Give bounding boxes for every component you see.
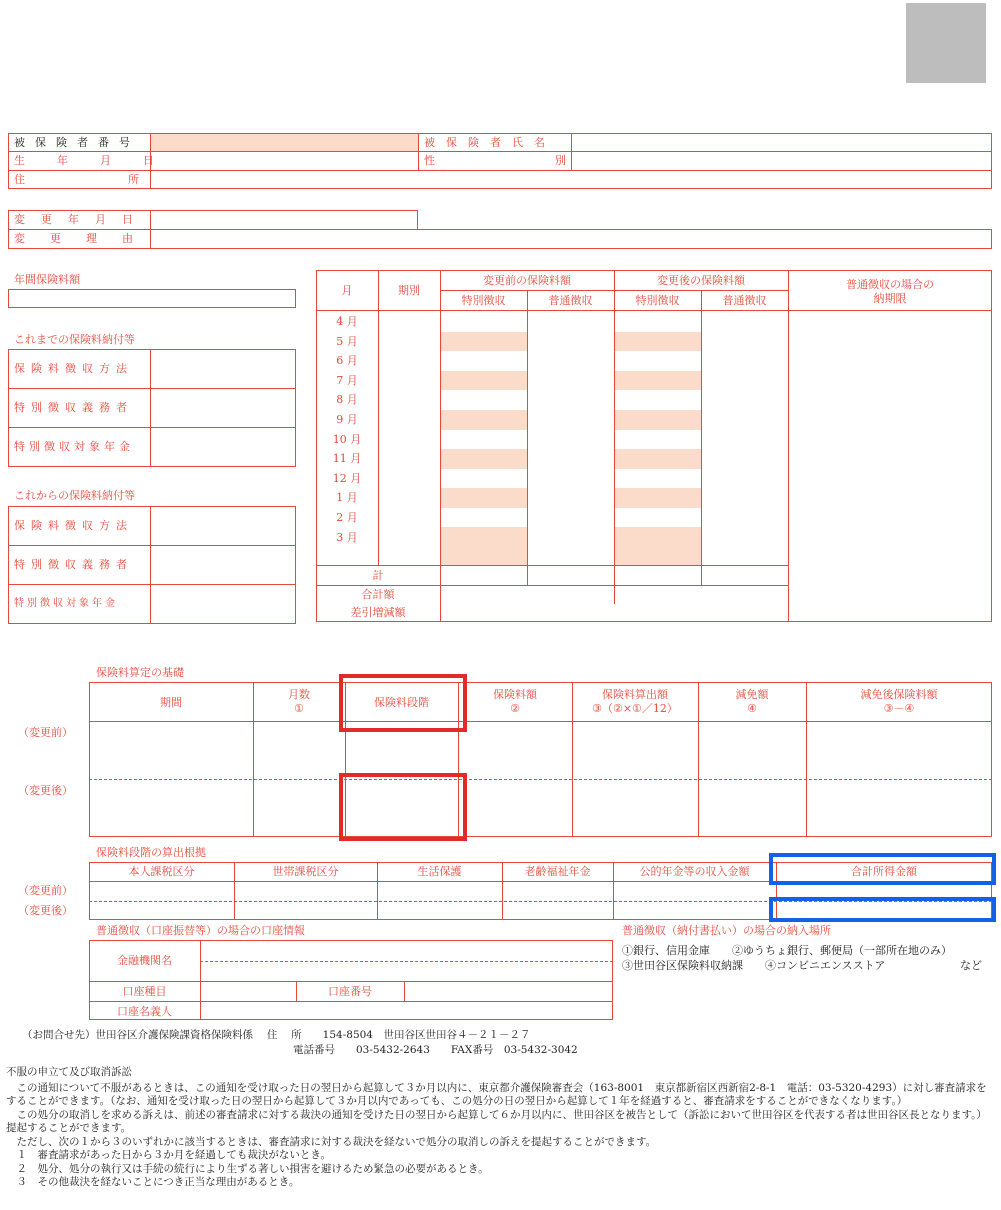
basis-col-subheader: ③－④ — [883, 702, 915, 715]
notice-paragraph-3: ただし、次の１から３のいずれかに該当するときは、審査請求に対する裁決を経ないで処分の取消しの訴えを提起することができます。 — [6, 1135, 657, 1148]
total-label: 計 — [372, 569, 384, 582]
account-number-label: 口座番号 — [328, 985, 372, 998]
payment-place-line1: ①銀行、信用金庫 ②ゆうちょ銀行、郵便局（一部所在地のみ） — [622, 944, 952, 957]
highlight-stage-after — [339, 773, 467, 841]
notice-item-3: ３ その他裁決を経ないことにつき正当な理由があるとき。 — [6, 1176, 300, 1188]
basis-col-subheader: ② — [510, 702, 520, 715]
basis-col-subheader: ③（②×①／12） — [592, 702, 678, 715]
basis-col-header: 減免後保険料額 — [860, 688, 938, 701]
notice-item-1: １ 審査請求があった日から３か月を経過しても裁決がないとき。 — [6, 1149, 331, 1161]
month-label: 9 月 — [336, 413, 358, 426]
stage-basis-title: 保険料段階の算出根拠 — [96, 846, 206, 859]
after-normal-header: 普通徴収 — [722, 294, 767, 307]
past-payment-title: これまでの保険料納付等 — [14, 333, 135, 346]
basis-col-header: 減免額 — [735, 688, 769, 701]
account-title: 普通徴収（口座振替等）の場合の口座情報 — [96, 924, 305, 937]
payment-place-line2: ③世田谷区保険料収納課 ④コンビニエンスストア — [622, 959, 886, 972]
basis-col-header: 保険料段階 — [374, 696, 429, 709]
stage-col-header: 生活保護 — [417, 865, 462, 878]
month-label: 5 月 — [336, 334, 358, 348]
sex-label: 性別 — [424, 154, 686, 167]
basis-col-subheader: ④ — [747, 702, 757, 715]
future-pension-label: 特別徴収対象年金 — [14, 598, 118, 609]
before-normal-header: 普通徴収 — [548, 294, 593, 307]
month-label: 2 月 — [336, 511, 358, 524]
basis-col-header: 保険料算出額 — [602, 688, 668, 701]
basis-col-header: 期間 — [160, 696, 182, 709]
future-method-label: 保険料徴収方法 — [14, 519, 133, 532]
month-label: 6 月 — [336, 354, 358, 368]
after-special-header: 特別徴収 — [635, 294, 680, 307]
difference-label: 差引増減額 — [350, 606, 406, 619]
change-reason-label: 変更理由 — [14, 232, 158, 245]
stage-before-label: （変更前） — [18, 884, 73, 897]
highlight-stage-header — [339, 674, 467, 732]
basis-title: 保険料算定の基礎 — [96, 666, 184, 679]
month-label: 4 月 — [336, 315, 358, 328]
insured-name-label: 被保険者氏名 — [424, 136, 556, 149]
appeal-notice — [6, 1066, 996, 1190]
insured-number-label: 被保険者番号 — [14, 136, 140, 149]
before-special-header: 特別徴収 — [461, 294, 506, 307]
payment-place-title: 普通徴収（納付書払い）の場合の納入場所 — [622, 924, 831, 937]
address-label: 住所 — [14, 173, 242, 186]
basis-after-label: （変更後） — [18, 784, 73, 797]
stage-col-header: 老齢福祉年金 — [524, 865, 591, 878]
month-label: 10 月 — [332, 432, 362, 446]
stage-col-header: 世帯課税区分 — [272, 865, 339, 878]
due-date-header-2: 納期限 — [873, 292, 907, 305]
month-label: 8 月 — [336, 393, 358, 407]
stage-col-header: 合計所得金額 — [851, 865, 917, 878]
month-label: 3 月 — [336, 530, 358, 544]
past-pension-label: 特別徴収対象年金 — [14, 440, 134, 453]
month-label: 11 月 — [332, 452, 362, 466]
month-label: 7 月 — [336, 373, 358, 387]
stage-after-label: （変更後） — [18, 904, 73, 917]
stage-col-header: 本人課税区分 — [128, 865, 195, 878]
grand-total-label: 合計額 — [361, 588, 395, 601]
bank-name-label: 金融機関名 — [117, 954, 172, 967]
notice-item-2: ２ 処分、処分の執行又は手続の続行により生ずる著しい損害を避けるため緊急の必要があるとき。 — [6, 1162, 489, 1175]
basis-before-label: （変更前） — [18, 726, 73, 739]
contact-line1: （お問合せ先）世田谷区介護保険課資格保険料係 住 所 154-8504 世田谷区世田谷４－２１－２７ — [22, 1029, 531, 1041]
future-payment-title: これからの保険料納付等 — [14, 489, 135, 502]
highlight-total-income-after — [769, 897, 996, 922]
basis-col-header: 月数 — [288, 688, 310, 701]
change-date-label: 変更年月日 — [14, 213, 149, 226]
notice-paragraph-1: この通知について不服があるときは、この通知を受け取った日の翌日から起算して３か月以内に、東京都介護保険審査会（163-8001 東京都新宿区西新宿2-8-1 電話：03-5320-4293）に対し審査請求をすることができます。（なお、通知を受け取った日の翌日から起算して３か月以内であっても、この処分の日の翌日から起算して１年を経過すると、審査請求をすることができなくなります。） — [6, 1081, 987, 1107]
annual-premium-box — [8, 289, 296, 308]
basis-col-header: 保険料額 — [493, 688, 537, 701]
before-premium-header: 変更前の保険料額 — [483, 274, 571, 287]
month-label: 12 月 — [332, 471, 362, 485]
stage-col-header: 公的年金等の収入金額 — [639, 865, 750, 878]
month-header: 月 — [341, 284, 353, 297]
account-holder-label: 口座名義人 — [117, 1005, 172, 1018]
basis-col-subheader: ① — [294, 702, 304, 715]
annual-premium-label: 年間保険料額 — [14, 273, 80, 286]
future-obligor-label: 特別徴収義務者 — [14, 558, 133, 571]
account-type-label: 口座種目 — [122, 985, 167, 998]
after-premium-header: 変更後の保険料額 — [657, 274, 745, 287]
notice-title: 不服の申立て及び取消訴訟 — [6, 1066, 132, 1078]
notice-paragraph-2: この処分の取消しを求める訴えは、前述の審査請求に対する裁決の通知を受けた日の翌日から起算して６か月以内に、世田谷区を被告として（訴訟において世田谷区を代表する者は世田谷区長となります。）提起することができます。 — [6, 1108, 987, 1134]
placeholder-image — [906, 3, 986, 83]
month-label: 1 月 — [336, 491, 358, 505]
contact-line2: 電話番号 03-5432-2643 FAX番号 03-5432-3042 — [293, 1044, 578, 1056]
past-obligor-label: 特別徴収義務者 — [14, 401, 133, 414]
payment-place-etc: など — [960, 959, 982, 972]
past-method-label: 保険料徴収方法 — [14, 362, 133, 375]
birthdate-label: 生年月日 — [14, 154, 186, 167]
highlight-total-income-header — [769, 853, 996, 885]
period-header: 期別 — [398, 284, 420, 297]
due-date-header-1: 普通徴収の場合の — [846, 278, 934, 291]
